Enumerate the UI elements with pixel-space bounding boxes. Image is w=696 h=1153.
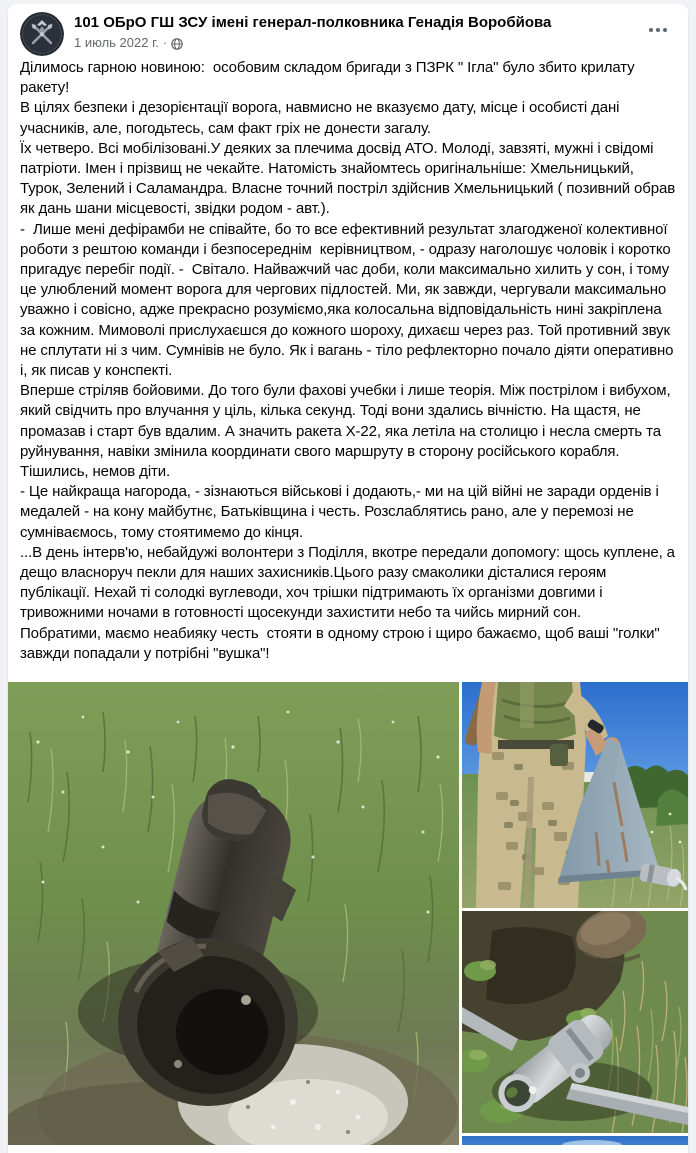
photo-fin-actuator-on-ground[interactable] bbox=[462, 911, 688, 1133]
post-paragraph: - Лише мені дефірамби не співайте, бо то все ефективний результат злагодженої колективної роботи з рештою команди і безпосереднім керівництвом, - одразу наголошує чоловік і коротко пригадує перебіг події. - Світало. Найважчий час доби, коли максимально хилить у сон, і тому це улюблений момент ворога для чергових підлостей. Ми, як завжди, чергували максимально уважно і совісно, адже прекрасно розуміємо,яка колосальна відповідальність нині закріплена за кожним. Мимоволі прислухаєшся до кожного шороху, дихаєш через раз. Той противний звук не сплутати ні з чим. Сумнівів не було. Як і вагань - тіло рефлекторно почало діяти оперативно і, як писав у конспекті. bbox=[20, 220, 678, 380]
header-meta bbox=[74, 12, 551, 51]
post-header bbox=[8, 4, 688, 54]
post-paragraph: В цілях безпеки і дезорієнтації ворога, навмисно не вказуємо дату, місце і особисті дані учасників, але, погодьтесь, сам факт гріх не донести загалу. bbox=[20, 99, 624, 137]
photo-partial-blue-sky[interactable] bbox=[462, 1136, 688, 1145]
photo-missile-debris[interactable] bbox=[8, 682, 459, 1145]
post-paragraph: Вперше стріляв бойовими. До того були фахові учебки і лише теорія. Між пострілом і вибухом, який свідчить про влучання у ціль, кілька секунд. Тоді вони здались вічністю. На щастя, не промазав і старт був вдалим. А значить ракета Х-22, яка летіла на столицю і несла смерть та руйнування, навіки змінила координати свого маршруту в сторону російського корабля. bbox=[20, 382, 675, 460]
date-separator: · bbox=[162, 35, 168, 50]
photo-soldier-with-fin[interactable] bbox=[462, 682, 688, 908]
post-paragraph: Побратими, маємо неабияку честь стояти в одному строю і щиро бажаємо, щоб ваші "голки" завжди попадали у потрібні "вушка"! bbox=[20, 624, 664, 662]
post-date-row bbox=[74, 34, 551, 51]
photo-grid bbox=[8, 682, 688, 1145]
post-paragraph: ...В день інтерв'ю, небайдужі волонтери з Поділля, вкотре передали допомогу: щось куплене, а дещо власноруч пекли для наших захисників.Цього разу смаколики дісталися героям публікації. Нехай ті солодкі вуглеводи, хоч трішки підтримають їх організми довгими і тривожними ночами в готовності щосекунди захистити небо та чийсь мирний сон. bbox=[20, 543, 679, 622]
unit-emblem-icon bbox=[20, 12, 64, 56]
avatar[interactable] bbox=[20, 12, 64, 56]
more-options-button[interactable] bbox=[642, 18, 674, 42]
post-paragraph: Їх четверо. Всі мобілізовані.У деяких за плечима досвід АТО. Молоді, завзяті, мужні і свідомі патріоти. Імен і прізвищ не чекайте. Натомість знайомтесь оригінальніше: Хмельницький, Турок, Зелений і Саламандра. Власне точний постріл здійснив Хмельницький ( позивний обрав як дань шани місцевості, звідки родом - авт.). bbox=[20, 139, 680, 218]
post-paragraph: - Це найкраща нагорода, - зізнаються військові і додають,- ми на цій війні не заради орденів і медалей - на кону майбутнє, Батьківщина і честь. Розслаблятись рано, але у перемозі не сумніваємось, тому стоятимемо до кінця. bbox=[20, 483, 663, 541]
post-date[interactable]: 1 июль 2022 г. bbox=[74, 35, 159, 50]
globe-icon bbox=[171, 37, 183, 49]
more-horizontal-icon bbox=[648, 27, 668, 33]
post-paragraph: Тішились, немов діти. bbox=[20, 463, 171, 481]
post-paragraph: Ділимось гарною новиною: особовим складом бригади з ПЗРК " Ігла" було збито крилату ракету! bbox=[20, 59, 639, 97]
facebook-post-card bbox=[8, 4, 688, 1153]
page-name[interactable]: 101 ОБрО ГШ ЗСУ імені генерал-полковника Генадія Воробйова bbox=[74, 14, 552, 31]
post-text bbox=[8, 54, 688, 682]
